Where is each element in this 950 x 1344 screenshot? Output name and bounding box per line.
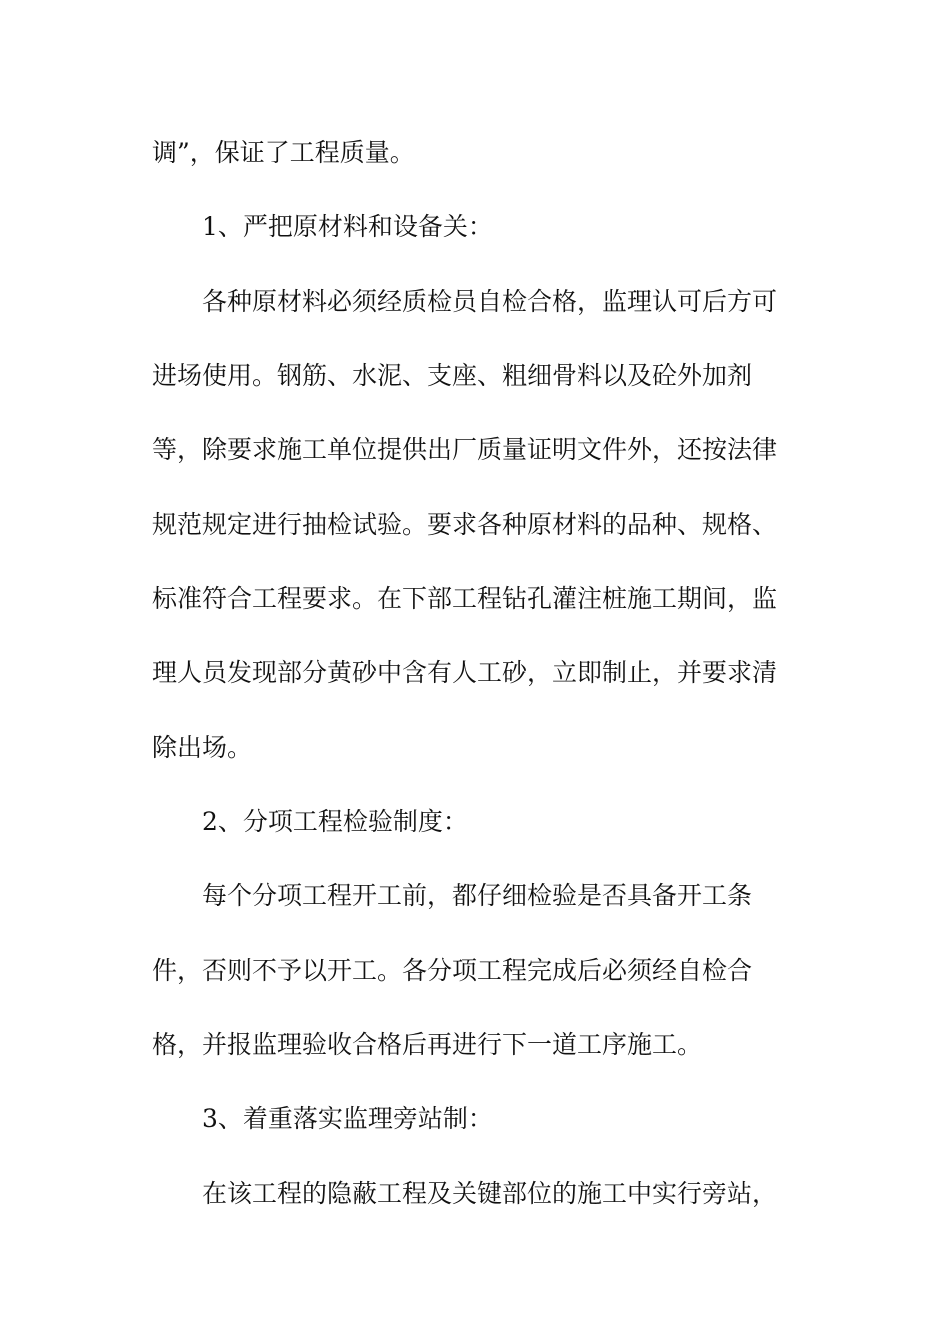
- section-heading-1: 1、严把原材料和设备关：: [202, 212, 493, 241]
- paragraph-line-3: 进场使用。钢筋、水泥、支座、粗细骨料以及砼外加剂: [152, 361, 753, 390]
- paragraph-line-11: 格，并报监理验收合格后再进行下一道工序施工。: [152, 1030, 703, 1059]
- paragraph-line-2: 各种原材料必须经质检员自检合格，监理认可后方可: [202, 287, 778, 316]
- paragraph-line-1: 调”，保证了工程质量。: [152, 138, 415, 167]
- paragraph-line-6: 标准符合工程要求。在下部工程钻孔灌注桩施工期间，监: [152, 584, 778, 613]
- paragraph-line-9: 每个分项工程开工前，都仔细检验是否具备开工条: [202, 881, 753, 910]
- section-heading-3: 3、着重落实监理旁站制：: [202, 1104, 493, 1133]
- paragraph-line-7: 理人员发现部分黄砂中含有人工砂，立即制止，并要求清: [152, 658, 778, 687]
- paragraph-line-5: 规范规定进行抽检试验。要求各种原材料的品种、规格、: [152, 510, 778, 539]
- paragraph-line-8: 除出场。: [152, 733, 253, 762]
- paragraph-line-4: 等，除要求施工单位提供出厂质量证明文件外，还按法律: [152, 435, 778, 464]
- paragraph-line-10: 件，否则不予以开工。各分项工程完成后必须经自检合: [152, 956, 753, 985]
- section-heading-2: 2、分项工程检验制度：: [202, 807, 468, 836]
- paragraph-line-12: 在该工程的隐蔽工程及关键部位的施工中实行旁站，: [202, 1179, 778, 1208]
